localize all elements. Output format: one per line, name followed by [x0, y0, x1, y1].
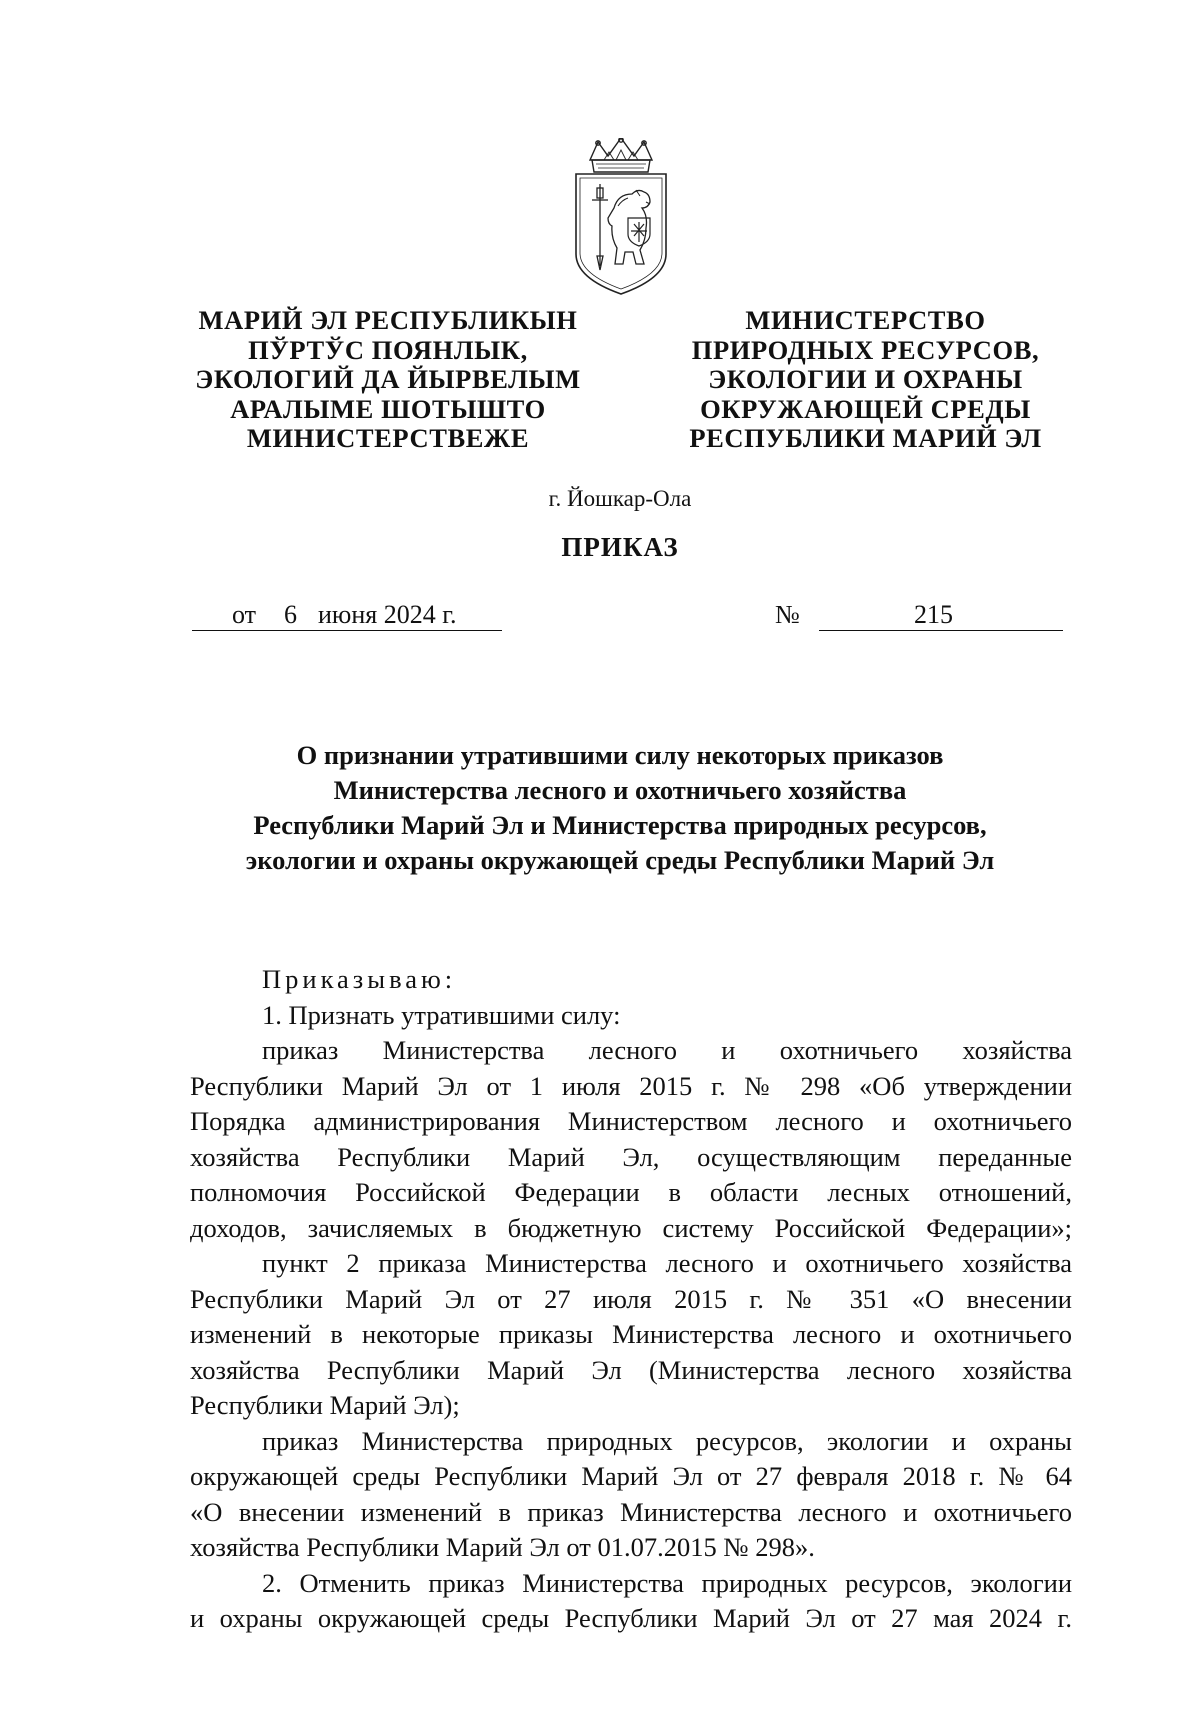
- body-line: полномочия Российской Федерации в области лесных отношений,: [190, 1177, 1072, 1207]
- body-line: приказ Министерства природных ресурсов, экологии и охраны: [262, 1425, 1072, 1456]
- body-line: Республики Марий Эл от 1 июля 2015 г. № 298 «Об утверждении: [190, 1070, 1072, 1101]
- order-word: Приказываю:: [262, 964, 457, 994]
- header-left-line: МАРИЙ ЭЛ РЕСПУБЛИКЫН: [198, 305, 578, 335]
- body-line: доходов, зачисляемых в бюджетную систему Российской Федерации»;: [190, 1212, 1072, 1243]
- document-type-heading: ПРИКАЗ: [561, 532, 679, 562]
- title-line: Министерства лесного и охотничьего хозяйства: [333, 775, 907, 805]
- coat-of-arms-emblem: [570, 138, 672, 298]
- header-right-line: РЕСПУБЛИКИ МАРИЙ ЭЛ: [689, 423, 1042, 453]
- document-title: [170, 738, 1070, 878]
- order-number: [775, 600, 1065, 630]
- date-day: 6: [284, 600, 297, 629]
- body-line: 2. Отменить приказ Министерства природных ресурсов, экологии: [262, 1567, 1072, 1598]
- header-right-line: ПРИРОДНЫХ РЕСУРСОВ,: [691, 334, 1040, 365]
- body-line: приказ Министерства лесного и охотничьего хозяйства: [262, 1035, 1072, 1065]
- ministry-name-mari: [168, 306, 608, 454]
- header-left-line: ПЎРТЎС ПОЯНЛЫК,: [248, 334, 528, 365]
- number-sign: №: [775, 600, 800, 629]
- number-field: [819, 600, 1063, 631]
- title-line: экологии и охраны окружающей среды Республики Марий Эл: [245, 845, 995, 875]
- ministry-name-russian: [668, 306, 1063, 454]
- number-value: 215: [914, 600, 953, 629]
- body-line: окружающей среды Республики Марий Эл от 27 февраля 2018 г. № 64: [190, 1461, 1072, 1491]
- document-body: [190, 962, 1072, 1637]
- body-line: хозяйства Республики Марий Эл, осуществляющим переданные: [190, 1141, 1072, 1172]
- city-name: г. Йошкар-Ола: [548, 486, 692, 511]
- header-right-line: ЭКОЛОГИИ И ОХРАНЫ: [708, 364, 1023, 394]
- body-line: изменений в некоторые приказы Министерства лесного и охотничьего: [190, 1319, 1072, 1349]
- header-left-line: МИНИСТЕРСТВЕЖЕ: [246, 423, 530, 453]
- body-line: Республики Марий Эл от 27 июля 2015 г. № 351 «О внесении: [190, 1283, 1072, 1314]
- body-line: и охраны окружающей среды Республики Марий Эл от 27 мая 2024 г.: [190, 1603, 1072, 1633]
- body-line: Республики Марий Эл);: [190, 1390, 460, 1420]
- title-line: О признании утратившими силу некоторых приказов: [296, 740, 944, 770]
- body-line: Порядка администрирования Министерством лесного и охотничьего: [190, 1106, 1072, 1136]
- body-line: «О внесении изменений в приказ Министерства лесного и охотничьего: [190, 1496, 1072, 1527]
- header-left-line: ЭКОЛОГИЙ ДА ЙЫРВЕЛЫМ: [195, 364, 581, 394]
- header-left-line: АРАЛЫМЕ ШОТЫШТО: [230, 393, 546, 424]
- body-line: 1. Признать утратившими силу:: [262, 999, 621, 1030]
- title-line: Республики Марий Эл и Министерства природных ресурсов,: [253, 810, 987, 840]
- date-month-year: июня 2024 г.: [318, 600, 457, 629]
- body-line: пункт 2 приказа Министерства лесного и охотничьего хозяйства: [262, 1248, 1072, 1278]
- order-date: [192, 600, 502, 631]
- body-line: хозяйства Республики Марий Эл (Министерства лесного хозяйства: [190, 1354, 1072, 1385]
- header-right-line: ОКРУЖАЮЩЕЙ СРЕДЫ: [700, 393, 1031, 424]
- body-line: хозяйства Республики Марий Эл от 01.07.2015 № 298».: [190, 1532, 815, 1562]
- date-prefix: от: [232, 600, 257, 629]
- header-right-line: МИНИСТЕРСТВО: [745, 305, 986, 335]
